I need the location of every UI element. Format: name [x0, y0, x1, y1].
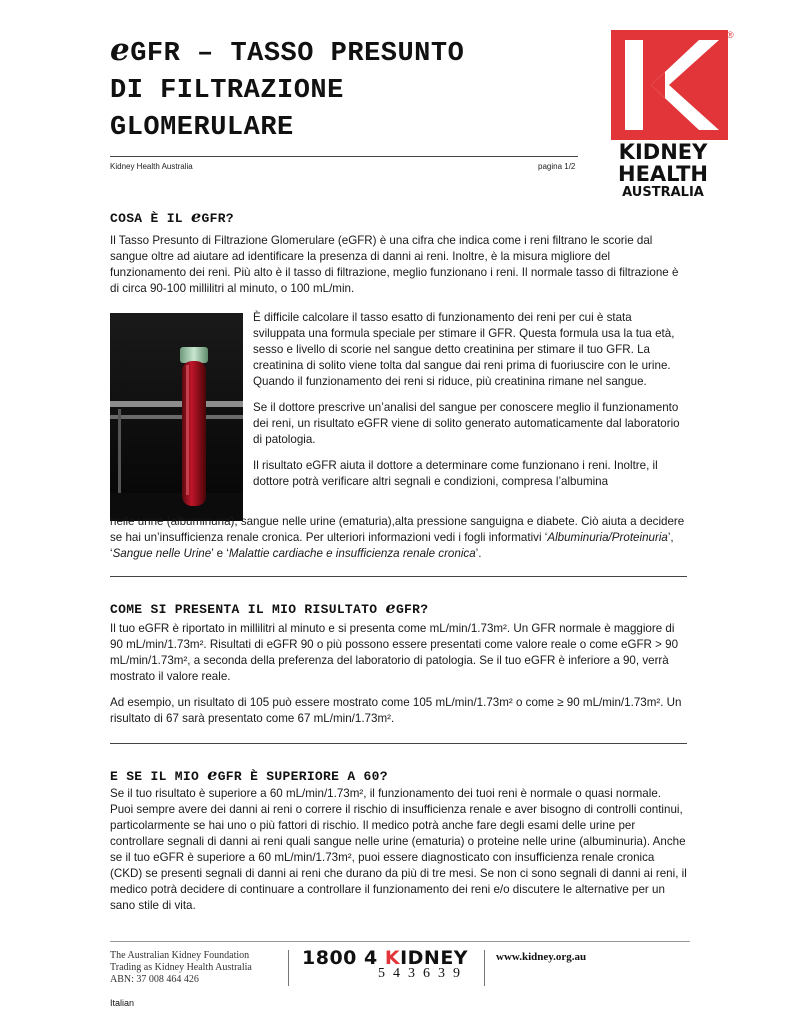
section1-ref1: Albuminuria/Proteinuria — [547, 531, 668, 544]
logo-line3: AUSTRALIA — [622, 185, 704, 200]
footer-org — [110, 950, 252, 986]
blood-test-tube-photo — [110, 313, 243, 521]
section1-body — [110, 233, 684, 307]
footer-separator-2 — [484, 950, 485, 986]
section1-heading — [110, 207, 234, 226]
section1-sep2: ’ e ‘ — [211, 547, 229, 560]
section2-heading-e: e — [385, 598, 396, 617]
logo-line2: HEALTH — [618, 162, 708, 186]
phone-k: K — [384, 947, 401, 969]
logo-text — [598, 141, 728, 200]
section3-heading — [110, 765, 388, 784]
section3-heading-e: e — [207, 765, 218, 784]
section3-heading-pre: E SE IL MIO — [110, 769, 208, 784]
section1-heading-pre: COSA È IL — [110, 211, 192, 226]
section1-p1: Il Tasso Presunto di Filtrazione Glomerulare (eGFR) è una cifra che indica come i reni filtrano le scorie dal sangue oltre ad aiutare ad identificare la presenza di danni ai reni. Inoltre, è la misura migliore del funzionamento dei reni. Più alto è il tasso di filtrazione, meglio funzionano i reni. Il normale tasso di filtrazione è di circa 90-100 millilitri al minuto, o 100 mL/min. — [110, 234, 679, 295]
divider-2 — [110, 743, 687, 744]
section2-body — [110, 621, 687, 737]
footer-separator-1 — [288, 950, 289, 986]
section2-heading-pre: COME SI PRESENTA IL MIO RISULTATO — [110, 602, 386, 617]
phone-post: IDNEY — [400, 947, 469, 969]
registered-mark: ® — [727, 30, 734, 40]
kidney-health-logo-icon — [611, 30, 728, 140]
divider-1 — [110, 576, 687, 577]
footer-divider — [110, 941, 690, 942]
section2-p2: Ad esempio, un risultato di 105 può essere mostrato come 105 mL/min/1.73m² o come ≥ 90 mL/min/1.73m². Un risultato di 67 sarà presentato come 67 mL/min/1.73m². — [110, 696, 682, 725]
page-title — [110, 32, 580, 147]
section3-body — [110, 786, 687, 924]
title-e: e — [110, 32, 131, 68]
title-line2: DI FILTRAZIONE — [110, 76, 344, 106]
section1-body-bottom — [110, 514, 687, 562]
title-line3: GLOMERULARE — [110, 113, 294, 143]
header-divider — [110, 156, 578, 157]
section1-sep1: ’, ‘ — [110, 531, 674, 560]
page-number: pagina 1/2 — [538, 162, 576, 171]
section1-p3: Se il dottore prescrive un’analisi del sangue per conoscere meglio il funzionamento dei reni, un risultato eGFR viene di solito generato automaticamente dal laboratorio di patologia. — [253, 401, 680, 446]
section2-heading — [110, 598, 428, 617]
section1-ref2: Sangue nelle Urine — [112, 547, 212, 560]
footer-line2: Trading as Kidney Health Australia — [110, 962, 252, 973]
footer-line1: The Australian Kidney Foundation — [110, 950, 250, 961]
section1-end: ’. — [475, 547, 482, 560]
phone-pre: 1800 4 — [302, 947, 385, 969]
section1-p2: È difficile calcolare il tasso esatto di funzionamento dei reni per cui è stata sviluppata una formula speciale per stimare il GFR. Questa formula usa la tua età, sesso e livello di scorie nel sangue detto creatinina per stimare il tuo GFR. La creatinina di solito viene tolta dal sangue dai reni prima di fuoriuscire con le urine. Quando il funzionamento dei reni si riduce, più creatinina rimane nel sangue. — [253, 311, 675, 388]
section1-body-right — [253, 310, 687, 490]
section3-heading-post: GFR È SUPERIORE A 60? — [217, 769, 388, 784]
website-link[interactable]: www.kidney.org.au — [496, 951, 587, 963]
section2-p1: Il tuo eGFR è riportato in millilitri al minuto e si presenta come mL/min/1.73m². Un GFR normale è maggiore di 90 mL/min/1.73m². Risultati di eGFR 90 o più possono essere presentati come valore reale o come eGFR > 90 mL/min/1.73m², a seconda della preferenza del laboratorio di patologia. Se il tuo eGFR è inferiore a 90, verrà mostrato il valore reale. — [110, 622, 679, 683]
language-label: Italian — [110, 998, 135, 1008]
title-line1: GFR – TASSO PRESUNTO — [130, 39, 465, 69]
section1-p4b: nelle urine (albuminuria), sangue nelle urine (ematuria),alta pressione sanguigna e diabete. Ciò aiuta a decidere se hai un’insufficienza renale cronica. Per ulteriori informazioni vedi i fogli informativi ‘ — [110, 515, 685, 544]
org-name: Kidney Health Australia — [110, 162, 193, 171]
section1-heading-post: GFR? — [201, 211, 234, 226]
section1-p4a: Il risultato eGFR aiuta il dottore a determinare come funzionano i reni. Inoltre, il dottore potrà verificare altri segnali e condizioni, compresa l’albumina — [253, 459, 658, 488]
section1-heading-e: e — [191, 207, 202, 226]
section2-heading-post: GFR? — [395, 602, 429, 617]
section3-p1: Se il tuo risultato è superiore a 60 mL/min/1.73m², il funzionamento dei tuoi reni è normale o quasi normale. Puoi sempre avere dei danni ai reni o correre il rischio di insufficienza renale e aver bisogno di controlli continui, particolarmente se hai uno o più fattori di rischio. Il medico potrà anche fare degli esami delle urine per controllare segnali di danni ai reni quali sangue nelle urine (ematuria) o proteine nelle urine (albuminuria). Anche se il tuo eGFR è superiore a 60 mL/min/1.73m², puoi essere diagnosticato con insufficienza renale cronica (CKD) se presenti segnali di danni ai reni che durano da più di tre mesi. Se non ci sono segnali di danni ai reni, il medico potrà decidere di continuare a controllare il funzionamento dei reni e/o discutere le alternative per un sano stile di vita. — [110, 787, 687, 912]
footer-line3: ABN: 37 008 464 426 — [110, 974, 199, 985]
phone-digits: 543639 — [378, 966, 468, 981]
section1-ref3: Malattie cardiache e insufficienza renale cronica — [228, 547, 476, 560]
logo-line1: KIDNEY — [618, 140, 708, 164]
